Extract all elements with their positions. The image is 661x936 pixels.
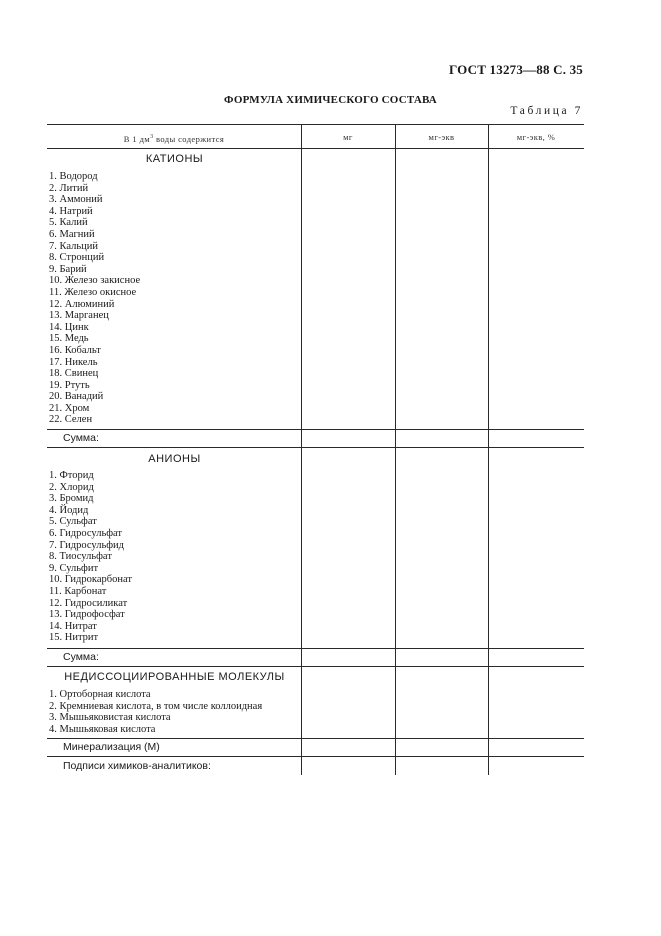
list-item: 12. Гидросиликат	[49, 597, 128, 609]
table-top-rule	[47, 124, 584, 125]
list-item: 7. Гидросульфид	[49, 539, 124, 551]
anions-list	[49, 470, 132, 644]
cations-sum-label: Сумма:	[63, 432, 99, 444]
list-item: 21. Хром	[49, 402, 90, 414]
list-item: 4. Йодид	[49, 504, 89, 516]
list-item: 4. Мышьяковая кислота	[49, 723, 156, 735]
list-item: 9. Сульфит	[49, 562, 99, 574]
document-title: ФОРМУЛА ХИМИЧЕСКОГО СОСТАВА	[224, 94, 437, 106]
list-item: 10. Гидрокарбонат	[49, 574, 132, 586]
list-item: 3. Бромид	[49, 493, 94, 505]
mineralization-top-rule	[47, 738, 584, 739]
column-header-mg-eq: мг-экв	[428, 132, 455, 142]
anions-sum-top-rule	[47, 648, 584, 649]
list-item: 13. Гидрофосфат	[49, 609, 125, 621]
list-item: 15. Медь	[49, 333, 89, 345]
list-item: 1. Водород	[49, 171, 98, 182]
list-item: 11. Железо окисное	[49, 286, 137, 298]
anions-title: АНИОНЫ	[148, 453, 201, 465]
list-item: 18. Свинец	[49, 368, 99, 380]
molecules-title: НЕДИССОЦИИРОВАННЫЕ МОЛЕКУЛЫ	[64, 671, 285, 683]
list-item: 19. Ртуть	[49, 379, 90, 391]
list-item: 9. Барий	[49, 263, 87, 275]
column-header-substance: В 1 $дм^3$ воды содержится	[123, 133, 225, 144]
table-label: Таблица 7	[510, 105, 583, 117]
list-item: 2. Кремниевая кислота, в том числе коллоидная	[49, 700, 263, 712]
list-item: 22. Селен	[49, 414, 93, 426]
mineralization-bottom-rule	[47, 756, 584, 757]
mineralization-label: Минерализация (М)	[63, 741, 160, 753]
signatures-label: Подписи химиков-аналитиков:	[63, 760, 211, 772]
column-header-mg-eq-pct: мг-экв, %	[516, 132, 556, 142]
list-item: 15. Нитрит	[49, 632, 99, 644]
list-item: 12. Алюминий	[49, 298, 115, 310]
list-item: 2. Хлорид	[49, 481, 94, 493]
list-item: 5. Сульфат	[49, 516, 97, 528]
list-item: 10. Железо закисное	[49, 275, 141, 287]
list-item: 7. Кальций	[49, 240, 99, 252]
list-item: 3. Аммоний	[49, 194, 103, 206]
list-item: 6. Гидросульфат	[49, 527, 123, 539]
list-item: 8. Тиосульфат	[49, 551, 112, 563]
list-item: 14. Цинк	[49, 321, 89, 333]
list-item: 13. Марганец	[49, 310, 109, 322]
cations-title: КАТИОНЫ	[145, 153, 204, 165]
list-item: 8. Стронций	[49, 252, 105, 264]
list-item: 4. Натрий	[49, 205, 93, 217]
list-item: 2. Литий	[49, 182, 89, 194]
cations-sum-top-rule	[47, 429, 584, 430]
superscript-3: 3	[150, 134, 154, 140]
column-divider-mg-eq	[395, 124, 396, 775]
list-item: 1. Фторид	[49, 470, 94, 481]
list-item: 6. Магний	[49, 228, 95, 240]
list-item: 17. Никель	[49, 356, 98, 368]
anions-sum-bottom-rule	[47, 666, 584, 667]
list-item: 5. Калий	[49, 217, 88, 229]
list-item: 16. Кобальт	[49, 344, 101, 356]
molecules-list	[49, 689, 262, 735]
list-item: 20. Ванадий	[49, 391, 104, 403]
list-item: 3. Мышьяковистая кислота	[49, 712, 171, 724]
list-item: 1. Ортоборная кислота	[49, 689, 151, 700]
page-header: ГОСТ 13273—88 С. 35	[449, 62, 583, 77]
list-item: 14. Нитрат	[49, 620, 97, 632]
anions-sum-label: Сумма:	[63, 651, 99, 663]
cations-sum-bottom-rule	[47, 447, 584, 448]
column-header-mg: мг	[343, 132, 353, 142]
column-divider-mg-eq-pct	[488, 124, 489, 775]
header-bottom-rule	[47, 148, 584, 149]
cations-list	[49, 171, 140, 426]
list-item: 11. Карбонат	[49, 585, 107, 597]
